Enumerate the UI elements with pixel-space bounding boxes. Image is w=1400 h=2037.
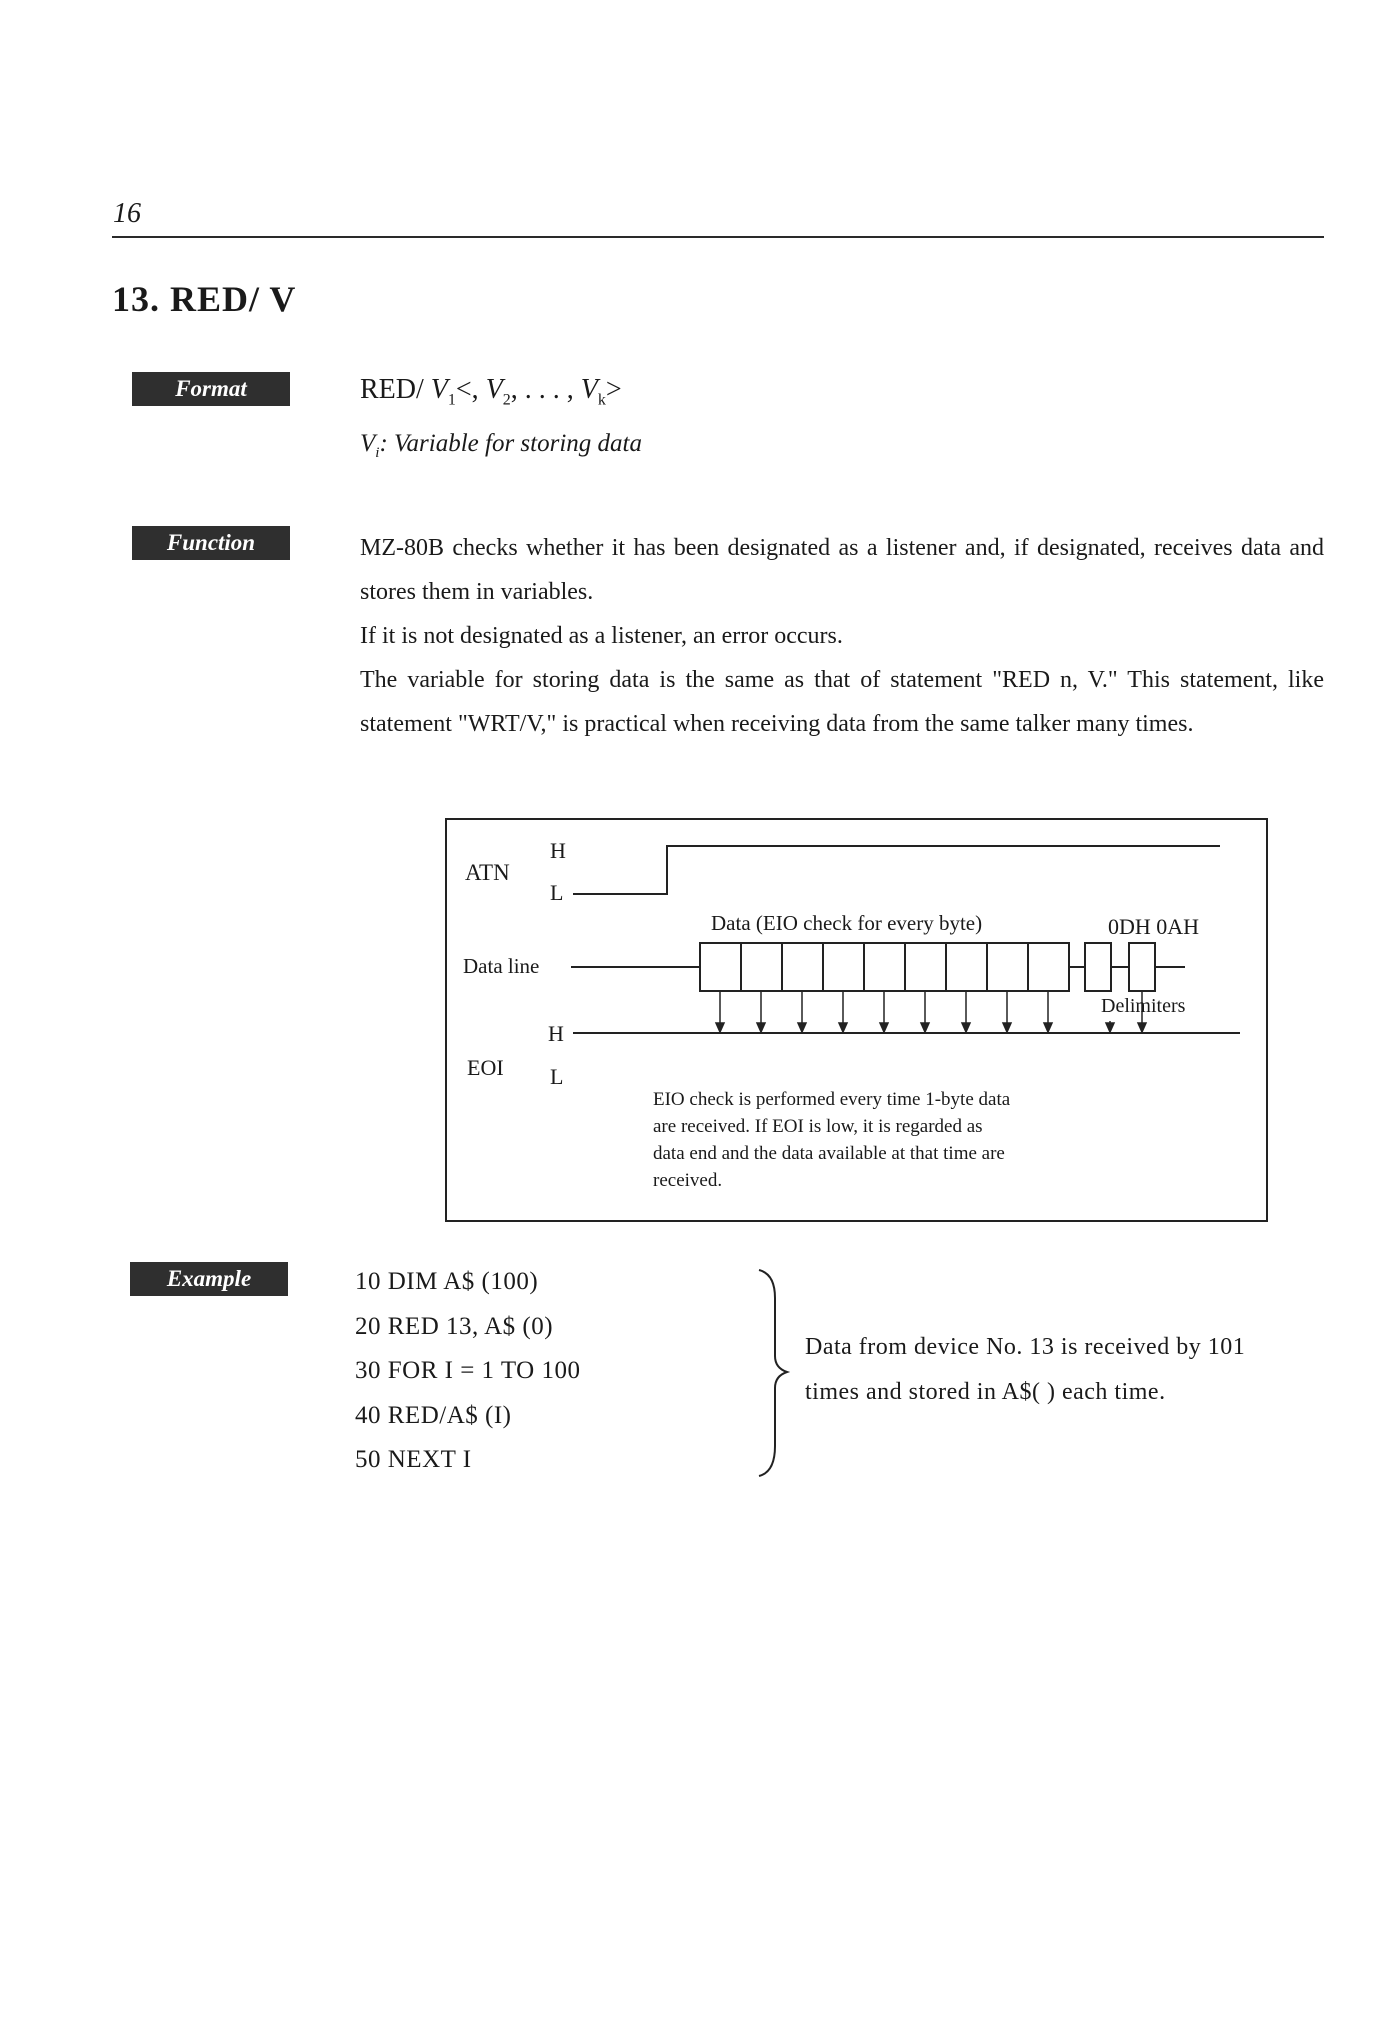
note-var: V bbox=[360, 430, 376, 457]
data-byte-4 bbox=[823, 943, 864, 991]
syntax-sep2: , . . . , bbox=[510, 374, 581, 405]
section-title: 13. RED/ V bbox=[112, 279, 297, 319]
syntax-suffix: > bbox=[605, 374, 622, 405]
eoi-label: EOI bbox=[467, 1055, 504, 1080]
code-line-3: 30 FOR I = 1 TO 100 bbox=[355, 1357, 581, 1384]
syntax-v2: V bbox=[485, 374, 503, 405]
atn-low-label: L bbox=[550, 880, 564, 905]
syntax-vk: V bbox=[580, 374, 598, 405]
code-line-5: 50 NEXT I bbox=[355, 1446, 472, 1473]
function-paragraph-2: If it is not designated as a listener, an error occurs. bbox=[360, 623, 843, 649]
example-note bbox=[805, 1325, 1325, 1415]
diagram-note-line-2: are received. If EOI is low, it is regarded as bbox=[653, 1116, 983, 1137]
example-code bbox=[355, 1260, 580, 1483]
data-caption: Data (EIO check for every byte) bbox=[711, 911, 983, 935]
data-line-label: Data line bbox=[463, 954, 540, 978]
data-byte-2 bbox=[741, 943, 782, 991]
diagram-note-line-4: received. bbox=[653, 1170, 723, 1191]
note-text: : Variable for storing data bbox=[379, 430, 642, 457]
diagram-note-line-1: EIO check is performed every time 1-byte data bbox=[653, 1089, 1011, 1110]
atn-high-label: H bbox=[550, 838, 566, 863]
data-byte-8 bbox=[987, 943, 1028, 991]
data-byte-3 bbox=[782, 943, 823, 991]
header-rule bbox=[112, 236, 1324, 238]
code-line-2: 20 RED 13, A$ (0) bbox=[355, 1312, 554, 1340]
data-byte-6 bbox=[905, 943, 946, 991]
example-note-line-1: Data from device No. 13 is received by 101 bbox=[805, 1334, 1246, 1360]
format-note bbox=[360, 430, 642, 462]
data-byte-blocks bbox=[700, 943, 1069, 991]
diagram-note-line-3: data end and the data available at that time are bbox=[653, 1143, 1005, 1164]
page-number: 16 bbox=[113, 198, 141, 229]
function-label: Function bbox=[132, 526, 290, 560]
data-byte-9 bbox=[1028, 943, 1069, 991]
syntax-sub2: 2 bbox=[502, 391, 511, 409]
eoi-high-label: H bbox=[548, 1021, 564, 1046]
syntax-v1: V bbox=[430, 374, 448, 405]
data-byte-5 bbox=[864, 943, 905, 991]
delimiters-label: Delimiters bbox=[1101, 995, 1186, 1017]
atn-label: ATN bbox=[465, 860, 510, 885]
code-line-1: 10 DIM A$ (100) bbox=[355, 1268, 539, 1295]
data-byte-7 bbox=[946, 943, 987, 991]
note-sub: i bbox=[375, 445, 380, 461]
syntax-subk: k bbox=[597, 391, 606, 409]
example-label: Example bbox=[130, 1262, 288, 1296]
delimiter-block-0dh bbox=[1085, 943, 1111, 991]
diagram-note bbox=[653, 1089, 1011, 1191]
right-brace bbox=[755, 1268, 795, 1483]
function-text bbox=[360, 526, 1324, 746]
timing-diagram bbox=[445, 818, 1268, 1222]
eoi-low-label: L bbox=[550, 1064, 564, 1089]
function-paragraph-1: MZ-80B checks whether it has been designated as a listener and, if designated, receives data and stores them in variables. bbox=[360, 535, 1324, 605]
delimiter-block-0ah bbox=[1129, 943, 1155, 991]
format-label: Format bbox=[132, 372, 290, 406]
syntax-sep1: <, bbox=[455, 374, 486, 405]
syntax-sub1: 1 bbox=[447, 391, 456, 409]
code-line-4: 40 RED/A$ (I) bbox=[355, 1401, 512, 1429]
example-note-line-2: times and stored in A$( ) each time. bbox=[805, 1379, 1166, 1405]
eio-check-arrows bbox=[716, 991, 1146, 1032]
delimiter-codes: 0DH 0AH bbox=[1108, 914, 1200, 939]
atn-waveform bbox=[573, 846, 1220, 894]
format-syntax bbox=[360, 374, 622, 410]
function-paragraph-3: The variable for storing data is the same as that of statement "RED n, V." This statement, like statement "WRT/V," is practical when receiving data from the same talker many times. bbox=[360, 667, 1324, 737]
data-byte-1 bbox=[700, 943, 741, 991]
syntax-prefix: RED/ bbox=[360, 374, 431, 405]
